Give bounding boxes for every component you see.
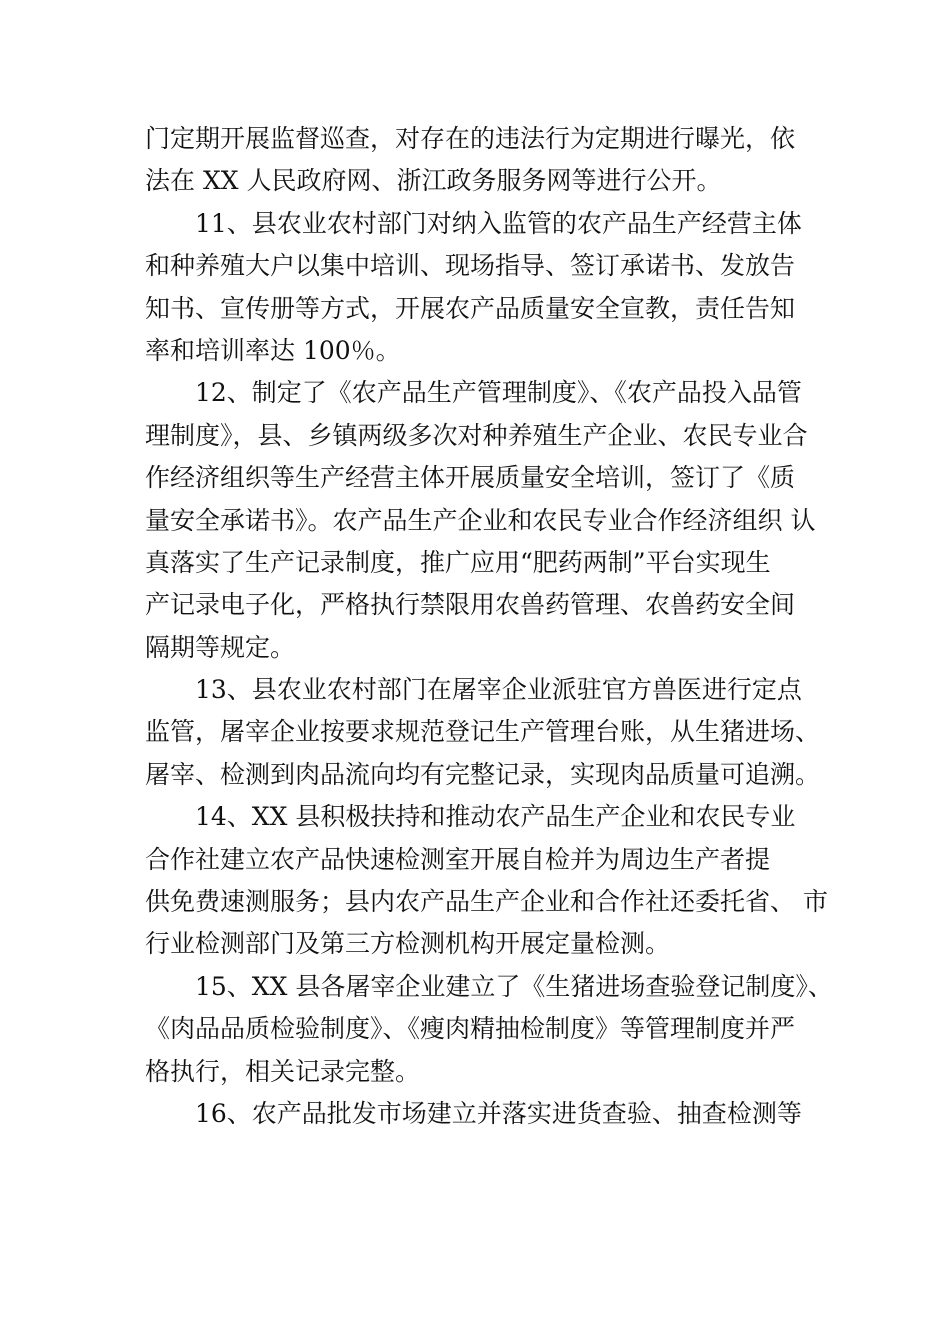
paragraph-13-start: 13、县农业农村部门在屠宰企业派驻官方兽医进行定点 [195, 675, 802, 705]
text-line: 《肉品品质检验制度》、《瘦肉精抽检制度》等管理制度并严 [145, 1014, 796, 1044]
text-line: 屠宰、检测到肉品流向均有完整记录，实现肉品质量可追溯。 [145, 759, 821, 789]
text-line: 作经济组织等生产经营主体开展质量安全培训，签订了《质 [145, 463, 796, 493]
text-line: 和种养殖大户以集中培训、现场指导、签订承诺书、发放告 [145, 251, 796, 281]
text-line: 行业检测部门及第三方检测机构开展定量检测。 [145, 929, 671, 959]
paragraph-16-start: 16、农产品批发市场建立并落实进货查验、抽查检测等 [195, 1098, 802, 1128]
text-line: 真落实了生产记录制度，推广应用“肥药两制”平台实现生 [145, 547, 771, 577]
text-line: 量安全承诺书》。农产品生产企业和农民专业合作经济组织 认 [145, 505, 816, 535]
text-line: 率和培训率达 100％。 [145, 335, 401, 365]
text-line: 隔期等规定。 [145, 632, 296, 662]
body-text [145, 118, 833, 1135]
text-line: 格执行，相关记录完整。 [145, 1056, 421, 1086]
text-line: 理制度》，县、乡镇两级多次对种养殖生产企业、农民专业合 [145, 420, 808, 450]
text-line: 监管，屠宰企业按要求规范登记生产管理台账，从生猪进场、 [145, 717, 821, 747]
text-line: 门定期开展监督巡查，对存在的违法行为定期进行曝光，依 [145, 124, 796, 153]
text-line: 产记录电子化，严格执行禁限用农兽药管理、农兽药安全间 [145, 590, 796, 620]
paragraph-14-start: 14、XX 县积极扶持和推动农产品生产企业和农民专业 [195, 802, 796, 832]
text-line: 知书、宣传册等方式，开展农产品质量安全宣教，责任告知 [145, 293, 796, 323]
paragraph-15-start: 15、XX 县各屠宰企业建立了《生猪进场查验登记制度》、 [195, 971, 833, 1001]
text-line: 供免费速测服务；县内农产品生产企业和合作社还委托省、 市 [145, 887, 828, 917]
paragraph-12-start: 12、制定了《农产品生产管理制度》、《农产品投入品管 [195, 378, 802, 408]
text-line: 法在 XX 人民政府网、浙江政务服务网等进行公开。 [145, 166, 722, 196]
paragraph-11-start: 11、县农业农村部门对纳入监管的农产品生产经营主体 [195, 208, 802, 238]
text-line: 合作社建立农产品快速检测室开展自检并为周边生产者提 [145, 844, 771, 874]
